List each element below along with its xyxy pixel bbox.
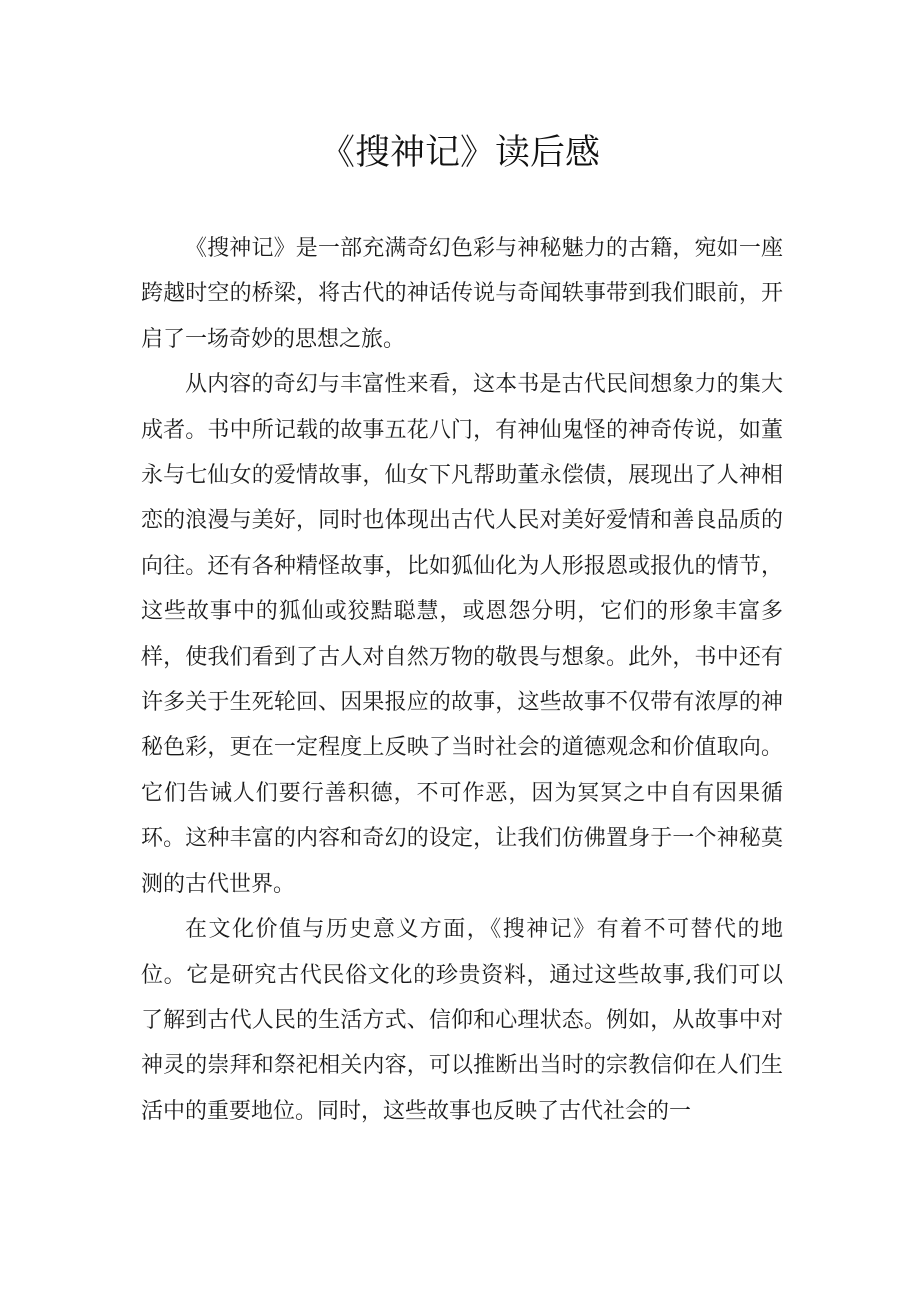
- paragraph-cultural-value: 在文化价值与历史意义方面，《搜神记》有着不可替代的地位。它是研究古代民俗文化的珍贵资料，通过这些故事,我们可以了解到古代人民的生活方式、信仰和心理状态。例如，从故事中对神灵的崇拜和祭祀相关内容，可以推断出当时的宗教信仰在人们生活中的重要地位。同时，这些故事也反映了古代社会的一: [141, 917, 783, 1124]
- paragraph-content: 从内容的奇幻与丰富性来看，这本书是古代民间想象力的集大成者。书中所记载的故事五花八门，有神仙鬼怪的神奇传说，如董永与七仙女的爱情故事，仙女下凡帮助董永偿债，展现出了人神相恋的浪漫与美好，同时也体现出古代人民对美好爱情和善良品质的向往。还有各种精怪故事，比如狐仙化为人形报恩或报仇的情节，这些故事中的狐仙或狡黠聪慧，或恩怨分明，它们的形象丰富多样，使我们看到了古人对自然万物的敬畏与想象。此外，书中还有许多关于生死轮回、因果报应的故事，这些故事不仅带有浓厚的神秘色彩，更在一定程度上反映了当时社会的道德观念和价值取向。它们告诫人们要行善积德，不可作恶，因为冥冥之中自有因果循环。这种丰富的内容和奇幻的设定，让我们仿佛置身于一个神秘莫测的古代世界。: [141, 372, 783, 897]
- paragraph-intro: 《搜神记》是一部充满奇幻色彩与神秘魅力的古籍，宛如一座跨越时空的桥梁，将古代的神话传说与奇闻轶事带到我们眼前，开启了一场奇妙的思想之旅。: [141, 236, 783, 352]
- page-title: 《搜神记》读后感: [319, 133, 600, 173]
- document-body: [141, 226, 783, 1134]
